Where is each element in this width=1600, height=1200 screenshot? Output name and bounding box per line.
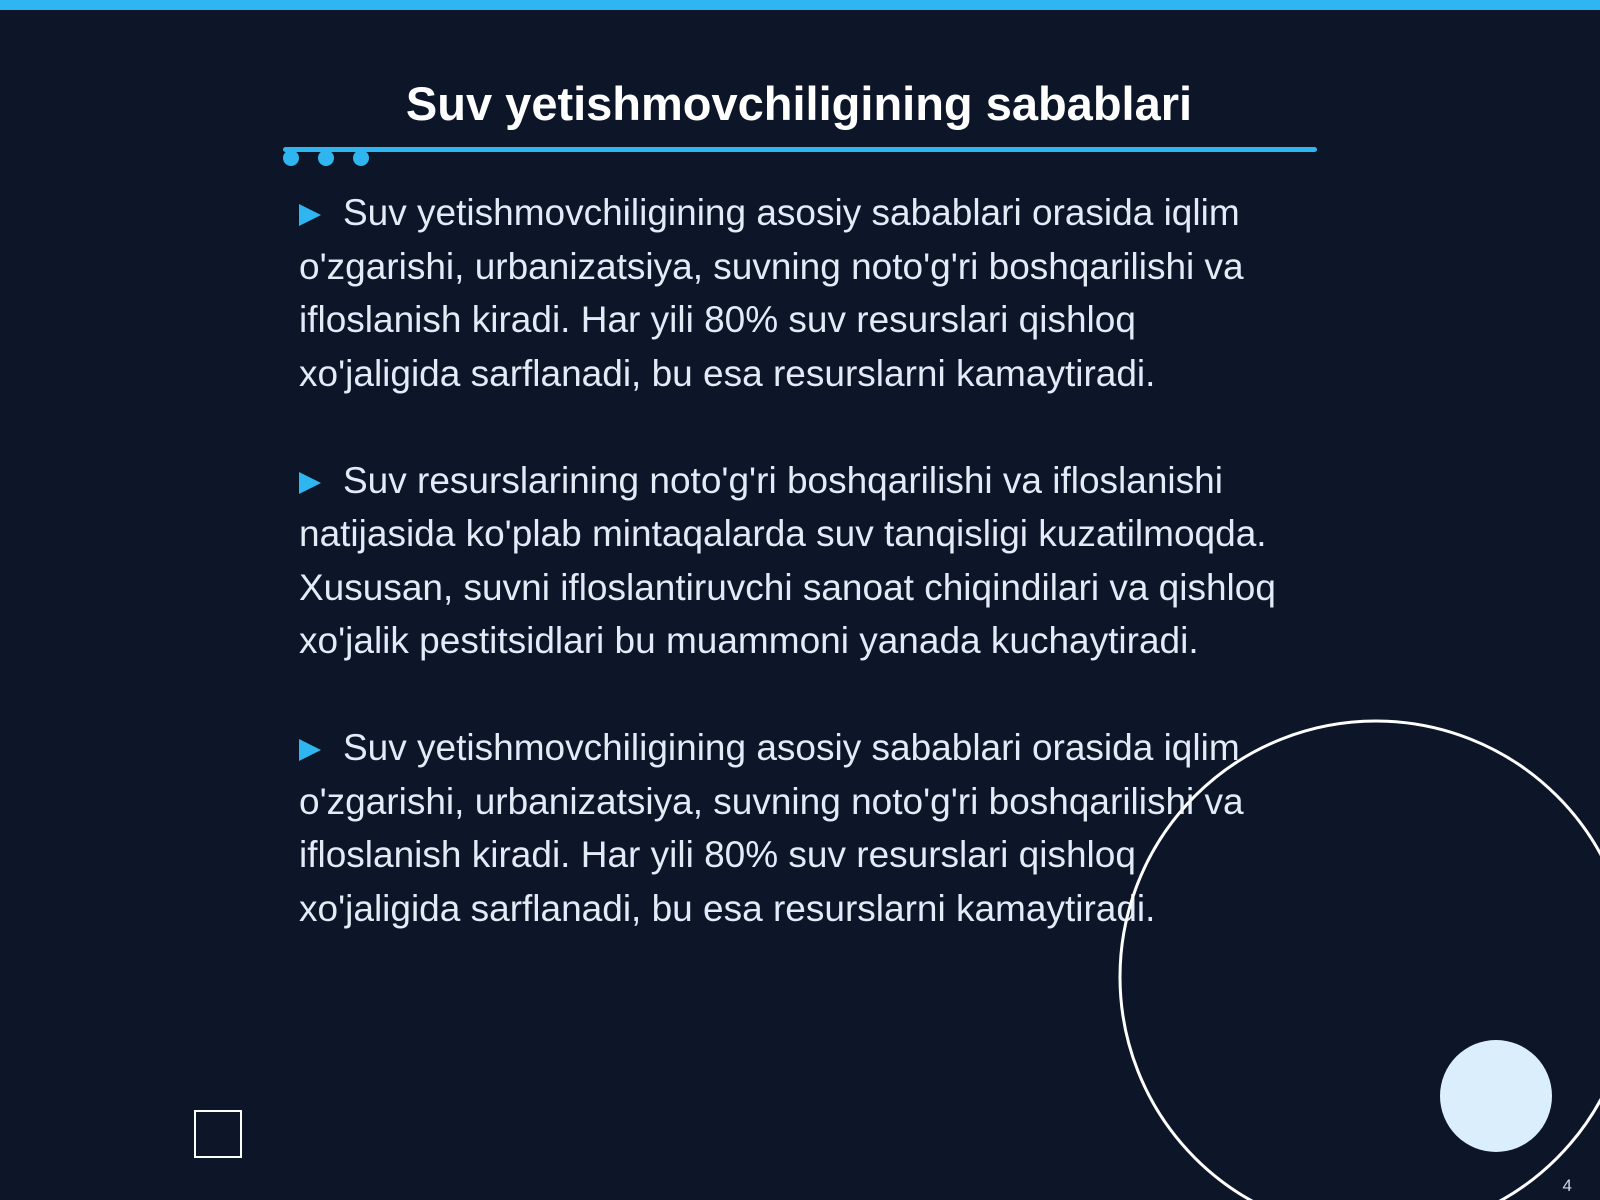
bullet-text: Suv resurslarining noto'g'ri boshqarilishi va ifloslanishi natijasida ko'plab mintaqalarda suv tanqisligi kuzatilmoqda. Xususan, suvni ifloslantiruvchi sanoat chiqindilari va qishloq xo'jalik pestitsidlari bu muammoni yanada kuchaytiradi.	[299, 459, 1276, 661]
bullet-list	[299, 186, 1289, 989]
title-underline	[283, 147, 1317, 152]
page-number: 4	[1562, 1176, 1572, 1195]
slide-title: Suv yetishmovchiligining sabablari	[405, 77, 1193, 130]
bullet-paragraph	[299, 454, 1289, 668]
triangle-bullet-icon	[299, 204, 321, 226]
decorative-dot	[283, 150, 299, 166]
bullet-paragraph	[299, 186, 1289, 400]
decorative-dot	[318, 150, 334, 166]
bullet-paragraph	[299, 721, 1289, 935]
outline-square	[194, 1110, 242, 1158]
top-accent-bar	[0, 0, 1600, 10]
bullet-text: Suv yetishmovchiligining asosiy sabablari orasida iqlim o'zgarishi, urbanizatsiya, suvning noto'g'ri boshqarilishi va ifloslanish kiradi. Har yili 80% suv resurslari qishloq xo'jaligida sarflanadi, bu esa resurslarni kamaytiradi.	[299, 192, 1244, 394]
bullet-text: Suv yetishmovchiligining asosiy sabablari orasida iqlim o'zgarishi, urbanizatsiya, suvning noto'g'ri boshqarilishi va ifloslanish kiradi. Har yili 80% suv resurslari qishloq xo'jaligida sarflanadi, bu esa resurslarni kamaytiradi.	[299, 727, 1244, 929]
triangle-bullet-icon	[299, 739, 321, 761]
decorative-dot	[353, 150, 369, 166]
filled-circle	[1440, 1040, 1552, 1152]
triangle-bullet-icon	[299, 472, 321, 494]
